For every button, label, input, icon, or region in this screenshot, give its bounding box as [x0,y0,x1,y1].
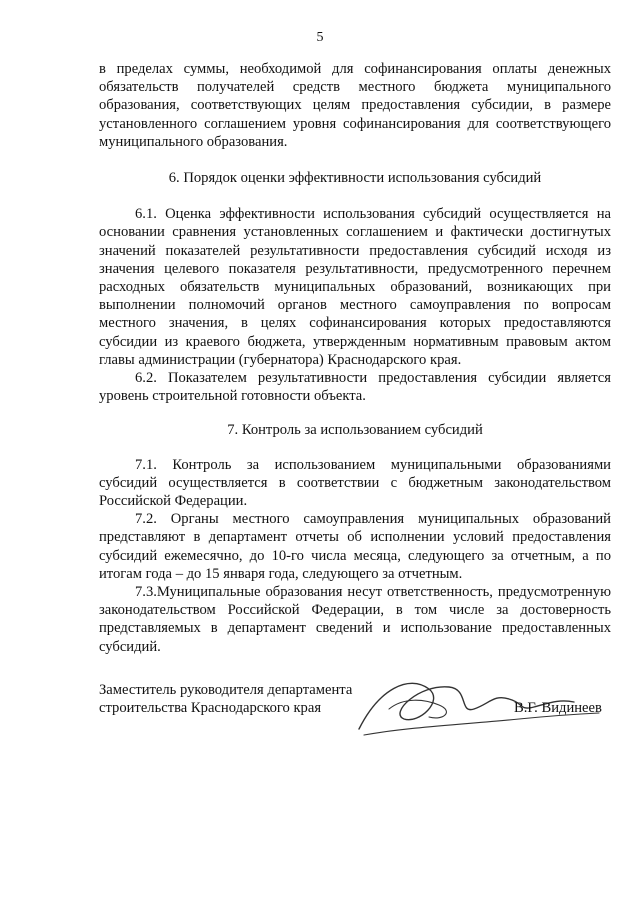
page-number: 5 [316,30,324,45]
clause-6-1: 6.1. Оценка эффективности использования субсидий осуществляется на основании сравнения установленных соглашением и фактически достигнутых значений показателей результативности предоставления субсидий исходя из значения целевого показателя результативности, предусмотренного перечнем расходных обязательств муниципальных образований, возникающих при выполнении полномочий органов местного самоуправления по вопросам местного значения, в целях софинансирования которых предоставляются субсидии из краевого бюджета, утвержденным нормативным правовым актом главы администрации (губернатора) Краснодарского края. [99,206,611,368]
section-6-heading: 6. Порядок оценки эффективности использования субсидий [168,170,542,187]
intro-paragraph: в пределах суммы, необходимой для софинансирования оплаты денежных обязательств получателей средств местного бюджета муниципального образования, соответствующих целям предоставления субсидии, в размере установленного соглашением уровня софинансирования для соответствующего муниципального образования. [99,61,611,150]
section-7-heading: 7. Контроль за использованием субсидий [227,422,483,439]
document-body [99,60,611,656]
signatory-position-line-1: Заместитель руководителя департамента [99,682,353,698]
signatory-name: В.Г. Видинеев [514,700,602,716]
clause-6-2: 6.2. Показателем результативности предоставления субсидии является уровень строительной готовности объекта. [99,370,611,405]
clause-7-3: 7.3.Муниципальные образования несут ответственность, предусмотренную законодательством Российской Федерации, в том числе за достоверность представляемых в департамент сведений и использование предоставленных субсидий. [99,584,611,655]
clause-7-1: 7.1. Контроль за использованием муниципальными образованиями субсидий осуществляется в соответствии с бюджетным законодательством Российской Федерации. [99,456,611,510]
clause-7-2: 7.2. Органы местного самоуправления муниципальных образований представляют в департамент отчеты об исполнении условий предоставления субсидий ежемесячно, до 10-го числа месяца, следующего за отчетным, а по итогам года – до 15 января года, следующего за отчетным. [99,511,611,582]
signature-block [99,681,611,717]
signatory-position-line-2: строительства Краснодарского края [99,700,322,717]
